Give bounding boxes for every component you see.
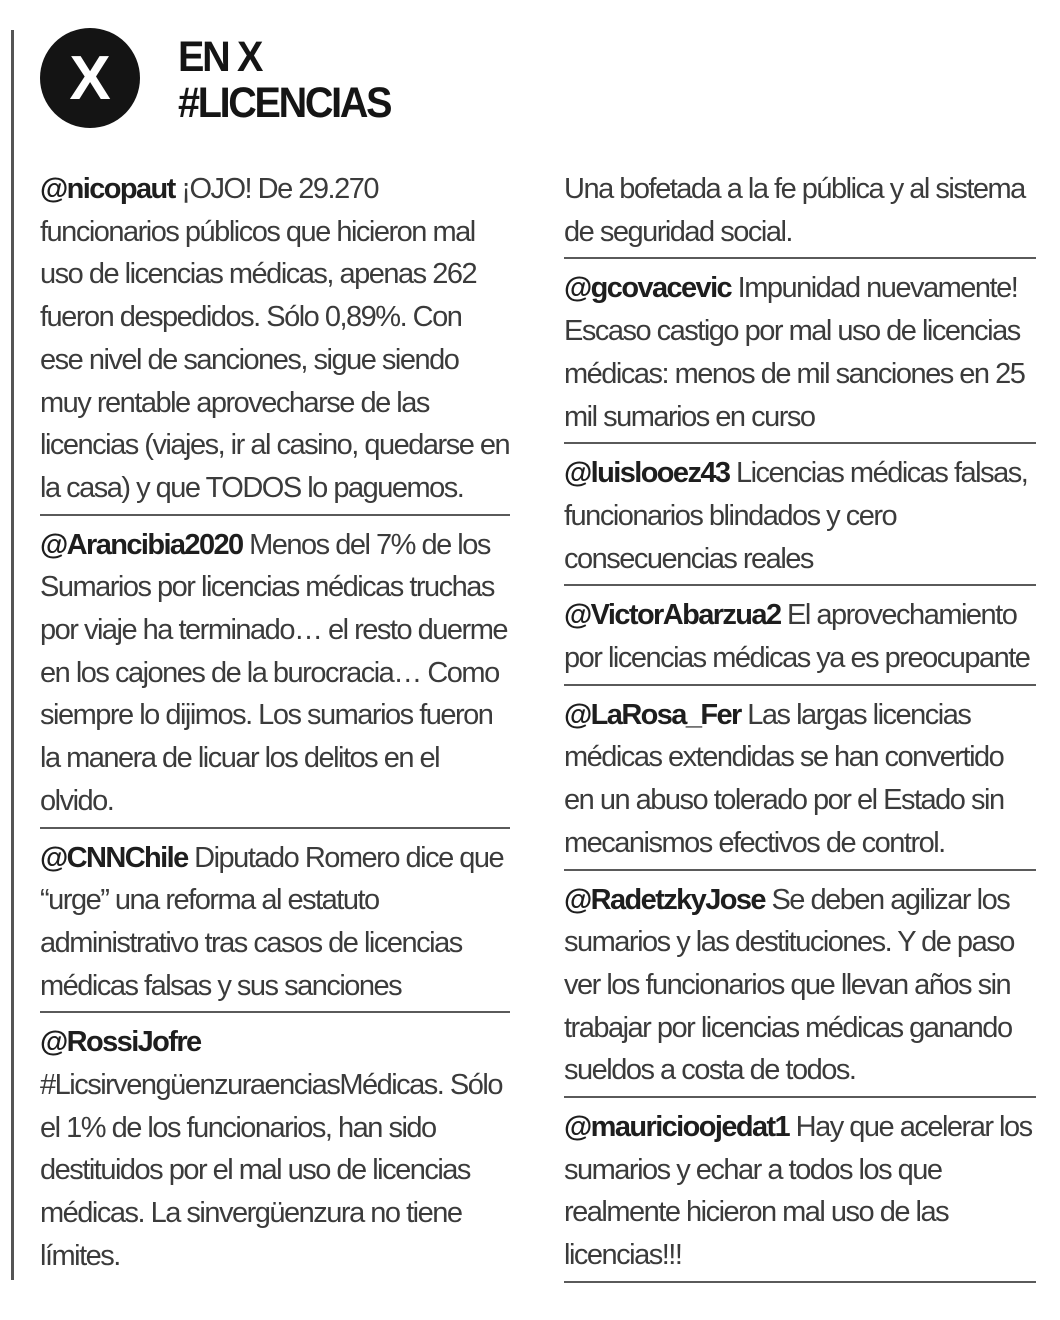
post-luislooez43 (564, 452, 1036, 586)
left-column (40, 168, 510, 1290)
post-text: Se deben agilizar los sumarios y las destituciones. Y de paso ver los funcionarios que llevan años sin trabajar por licencias médicas ganando sueldos a costa de todos. (564, 883, 1014, 1087)
post-nicopaut (40, 168, 510, 516)
post-gcovacevic (564, 267, 1036, 444)
post-text: Licencias médicas falsas, funcionarios blindados y cero consecuencias reales (564, 457, 1028, 575)
post-cnnchile (40, 837, 510, 1014)
post-rossijofre (40, 1021, 510, 1281)
post-handle[interactable]: @nicopaut (40, 173, 175, 205)
post-handle[interactable]: @VictorAbarzua2 (564, 599, 781, 632)
logo-letter: X (69, 44, 111, 113)
post-handle[interactable]: @gcovacevic (564, 272, 732, 305)
post-text: #LicsirvengüenzuraenciasMédicas. Sólo el 1% de los funcionarios, han sido destituidos por el mal uso de licencias médicas. La sinvergüenzura no tiene límites. (40, 1069, 502, 1272)
title-line-1: EN X (178, 33, 262, 81)
post-victorabarzua2 (564, 594, 1036, 685)
post-handle[interactable]: @luislooez43 (564, 457, 730, 490)
post-handle[interactable]: @RossiJofre (40, 1026, 201, 1059)
right-column (564, 168, 1036, 1291)
post-text: Diputado Romero dice que “urge” una reforma al estatuto administrativo tras casos de licencias médicas falsas y sus sanciones (40, 841, 504, 1002)
post-text: Impunidad nuevamente! Escaso castigo por mal uso de licencias médicas: menos de mil sanciones en 25 mil sumarios en curso (564, 272, 1025, 433)
continuation-text: Una bofetada a la fe pública y al sistema de seguridad social. (564, 173, 1025, 248)
post-arancibia2020 (40, 524, 510, 829)
post-handle[interactable]: @LaRosa_Fer (564, 698, 741, 731)
post-text: ¡OJO! De 29.270 funcionarios públicos que hicieron mal uso de licencias médicas, apenas 262 fueron despedidos. Sólo 0,89%. Con ese nivel de sanciones, sigue siendo muy rentable aprovecharse de las licencias (viajes, ir al casino, quedarse en la casa) y que TODOS lo paguemos. (40, 173, 510, 504)
post-larosa-fer (564, 694, 1036, 871)
section-title (178, 34, 390, 126)
post-text: Las largas licencias médicas extendidas se han convertido en un abuso tolerado por el Estado sin mecanismos efectivos de control. (564, 698, 1004, 859)
post-text: El aprovechamiento por licencias médicas ya es preocupante (564, 599, 1030, 675)
post-handle[interactable]: @CNNChile (40, 841, 188, 874)
post-text: Menos del 7% de los Sumarios por licencias médicas truchas por viaje ha terminado… el resto duerme en los cajones de la burocracia… Como siempre lo dijimos. Los sumarios fueron la manera de licuar los delitos en el olvido. (40, 528, 507, 817)
post-text: Hay que acelerar los sumarios y echar a todos los que realmente hicieron mal uso de las licencias!!! (564, 1111, 1032, 1272)
column-rule (11, 30, 14, 1280)
post-handle[interactable]: @RadetzkyJose (564, 883, 765, 916)
section-header (40, 20, 540, 140)
x-logo-icon (40, 28, 140, 128)
post-handle[interactable]: @Arancibia2020 (40, 528, 243, 561)
post-radetzkyjose (564, 879, 1036, 1099)
post-mauricioojedat1 (564, 1106, 1036, 1283)
post-handle[interactable]: @mauricioojedat1 (564, 1111, 790, 1144)
title-line-2: #LICENCIAS (178, 79, 391, 127)
post-continuation (564, 168, 1036, 259)
